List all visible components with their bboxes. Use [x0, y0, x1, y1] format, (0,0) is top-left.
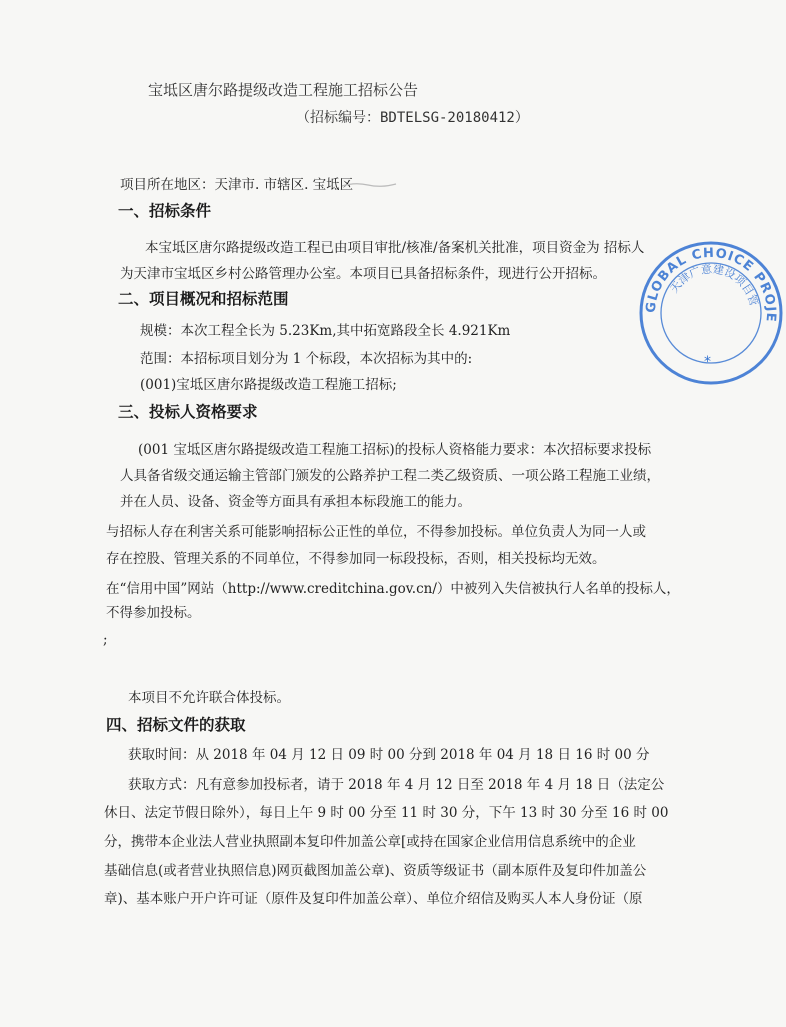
company-seal-stamp	[636, 238, 786, 388]
svg-text:GLOBAL CHOICE PROJE	[644, 246, 778, 323]
project-location: 项目所在地区：天津市. 市辖区. 宝坻区	[120, 177, 354, 193]
section-4-time: 获取时间：从 2018 年 04 月 12 日 09 时 00 分到 2018 年 04 月 18 日 16 时 00 分	[128, 747, 650, 763]
section-4-para-3: 分，携带本企业法人营业执照副本复印件加盖公章[或持在国家企业信用信息系统中的企业	[104, 834, 636, 850]
section-4-para-1: 获取方式：凡有意参加投标者，请于 2018 年 4 月 12 日至 2018 年 4 月 18 日（法定公	[128, 777, 665, 793]
section-3-para-8: 本项目不允许联合体投标。	[128, 690, 290, 706]
section-3-para-3: 并在人员、设备、资金等方面具有承担本标段施工的能力。	[120, 494, 471, 510]
stray-semicolon: ;	[103, 632, 108, 648]
doc-title: 宝坻区唐尔路提级改造工程施工招标公告	[148, 81, 419, 99]
seal-outer-text: GLOBAL CHOICE PROJE	[643, 245, 779, 324]
section-4-para-2: 休日、法定节假日除外），每日上午 9 时 00 分至 11 时 30 分，下午 13 时 30 分至 16 时 00	[104, 805, 669, 821]
section-1-heading: 一、招标条件	[118, 202, 212, 220]
seal-star-icon: *	[704, 354, 711, 370]
section-2-lot: (001)宝坻区唐尔路提级改造工程施工招标;	[140, 377, 397, 393]
section-3-para-6: 在“信用中国”网站（http://www.creditchina.gov.cn/）中被列入失信被执行人名单的投标人，	[106, 581, 680, 597]
section-4-para-5: 章)、基本账户开户许可证（原件及复印件加盖公章）、单位介绍信及购买人本人身份证（原	[104, 891, 643, 907]
section-2-heading: 二、项目概况和招标范围	[118, 290, 289, 308]
section-4-heading: 四、招标文件的获取	[106, 716, 246, 734]
section-2-scale: 规模：本次工程全长为 5.23Km,其中拓宽路段全长 4.921Km	[140, 323, 511, 339]
tender-code: （招标编号：BDTELSG-20180412）	[296, 110, 529, 126]
section-4-para-4: 基础信息(或者营业执照信息)网页截图加盖公章)、资质等级证书（副本原件及复印件加盖公	[104, 863, 647, 879]
section-3-para-7: 不得参加投标。	[106, 605, 201, 621]
section-2-scope: 范围：本招标项目划分为 1 个标段，本次招标为其中的:	[140, 351, 473, 367]
section-1-para-1: 本宝坻区唐尔路提级改造工程已由项目审批/核准/备案机关批准，项目资金为 招标人	[145, 240, 645, 256]
section-3-para-5: 存在控股、管理关系的不同单位，不得参加同一标段投标，否则，相关投标均无效。	[106, 551, 606, 567]
section-3-para-1: (001 宝坻区唐尔路提级改造工程施工招标)的投标人资格能力要求：本次招标要求投标	[138, 442, 652, 458]
section-3-heading: 三、投标人资格要求	[118, 403, 258, 421]
section-3-para-2: 人具备省级交通运输主管部门颁发的公路养护工程二类乙级资质、一项公路工程施工业绩，	[120, 468, 660, 484]
section-3-para-4: 与招标人存在利害关系可能影响招标公正性的单位，不得参加投标。单位负责人为同一人或	[106, 524, 646, 540]
scribble-mark	[340, 178, 398, 192]
seal-inner-text: 天津广意建设项目管	[667, 262, 761, 308]
section-1-para-2: 为天津市宝坻区乡村公路管理办公室。本项目已具备招标条件，现进行公开招标。	[120, 266, 606, 282]
